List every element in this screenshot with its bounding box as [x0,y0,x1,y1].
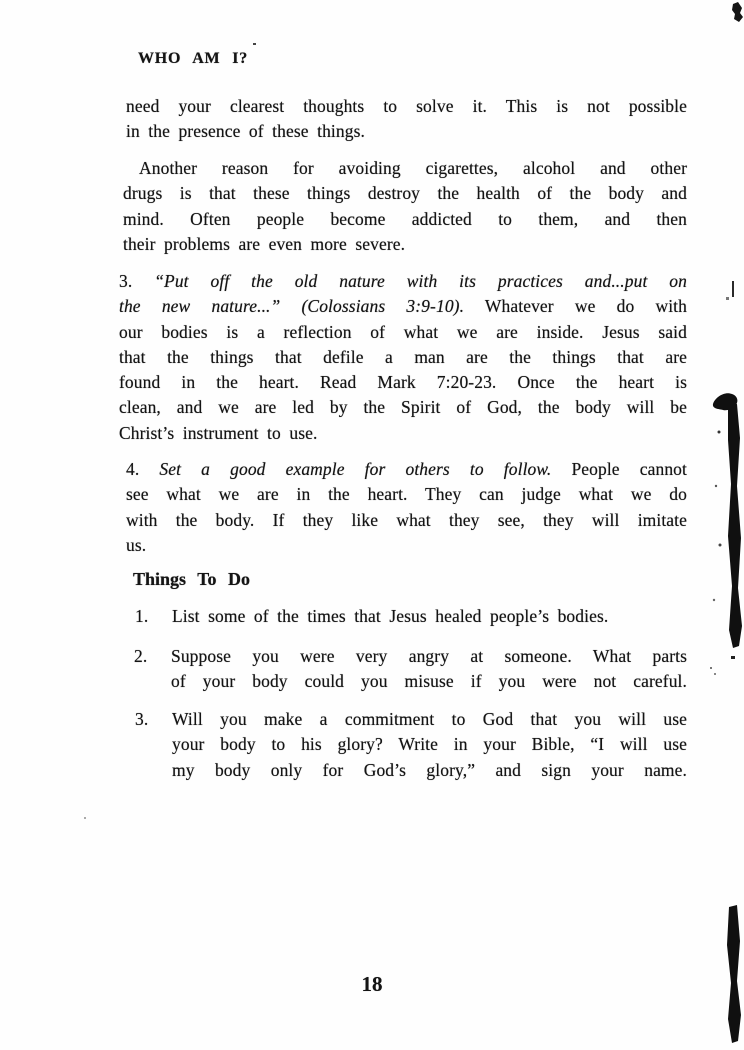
text-line: Another reason for avoiding cigarettes, alcohol and other [139,158,687,178]
page-number: 18 [361,972,383,996]
todo-list-item [135,707,687,783]
text-line: mind. Often people become addicted to them, and then [123,208,687,229]
text-line: Will you make a commitment to God that you will use [172,709,687,729]
todo-list-item [135,604,687,629]
list-item-number: 2. [134,646,148,666]
text-line: our bodies is a reflection of what we are inside. Jesus said [119,321,687,342]
scan-mark-corner [732,2,743,22]
paragraph [126,94,687,145]
list-item-number: 3. [135,709,149,729]
text-line: 3. “Put off the old nature with its practices and...put on [119,271,687,291]
text-line: your body to his glory? Write in your Bible, “I will use [172,734,687,755]
list-item-number: 1. [135,606,149,626]
text-line: drugs is that these things destroy the health of the body and [123,183,687,204]
scan-mark-dot [714,673,716,675]
text-line: clean, and we are led by the Spirit of God, the body will be [119,397,687,418]
scan-mark-tick [732,281,734,297]
text-line: that the things that defile a man are the things that are [119,346,687,367]
item-number: 3. [119,271,133,291]
todo-list-item [134,644,687,695]
text-line: with the body. If they like what they see, they will imitate [126,509,687,530]
text-line: of your body could you misuse if you were not careful. [171,671,687,692]
text-line: found in the heart. Read Mark 7:20-23. Once the heart is [119,372,687,393]
text-line: 4. Set a good example for others to follow. People cannot [126,459,687,479]
text-line: Suppose you were very angry at someone. What parts [171,646,687,666]
text-line: in the presence of these things. [126,121,365,142]
item-number: 4. [126,459,140,479]
text-line: my body only for God’s glory,” and sign your name. [172,759,687,780]
scan-mark-dot [84,817,86,819]
section-heading: Things To Do [133,569,251,589]
text-line: see what we are in the heart. They can judge what we do [126,484,687,505]
numbered-paragraph [119,269,687,446]
scan-mark-streak-1 [713,393,742,648]
text-line: need your clearest thoughts to solve it. This is not possible [126,96,687,116]
text-line: the new nature...” (Colossians 3:9-10). Whatever we do with [119,296,687,317]
text-line: Christ’s instrument to use. [119,422,318,443]
scan-mark-tick-dot [726,297,729,300]
text-line: us. [126,534,147,555]
paragraph [123,156,687,257]
text-line: List some of the times that Jesus healed people’s bodies. [172,606,609,626]
scan-mark-dot [710,667,712,669]
scan-mark-dot [731,656,735,659]
running-header: WHO AM I? [138,50,249,67]
scan-mark-dot [253,43,256,45]
numbered-paragraph [126,457,687,558]
text-line: their problems are even more severe. [123,233,406,254]
